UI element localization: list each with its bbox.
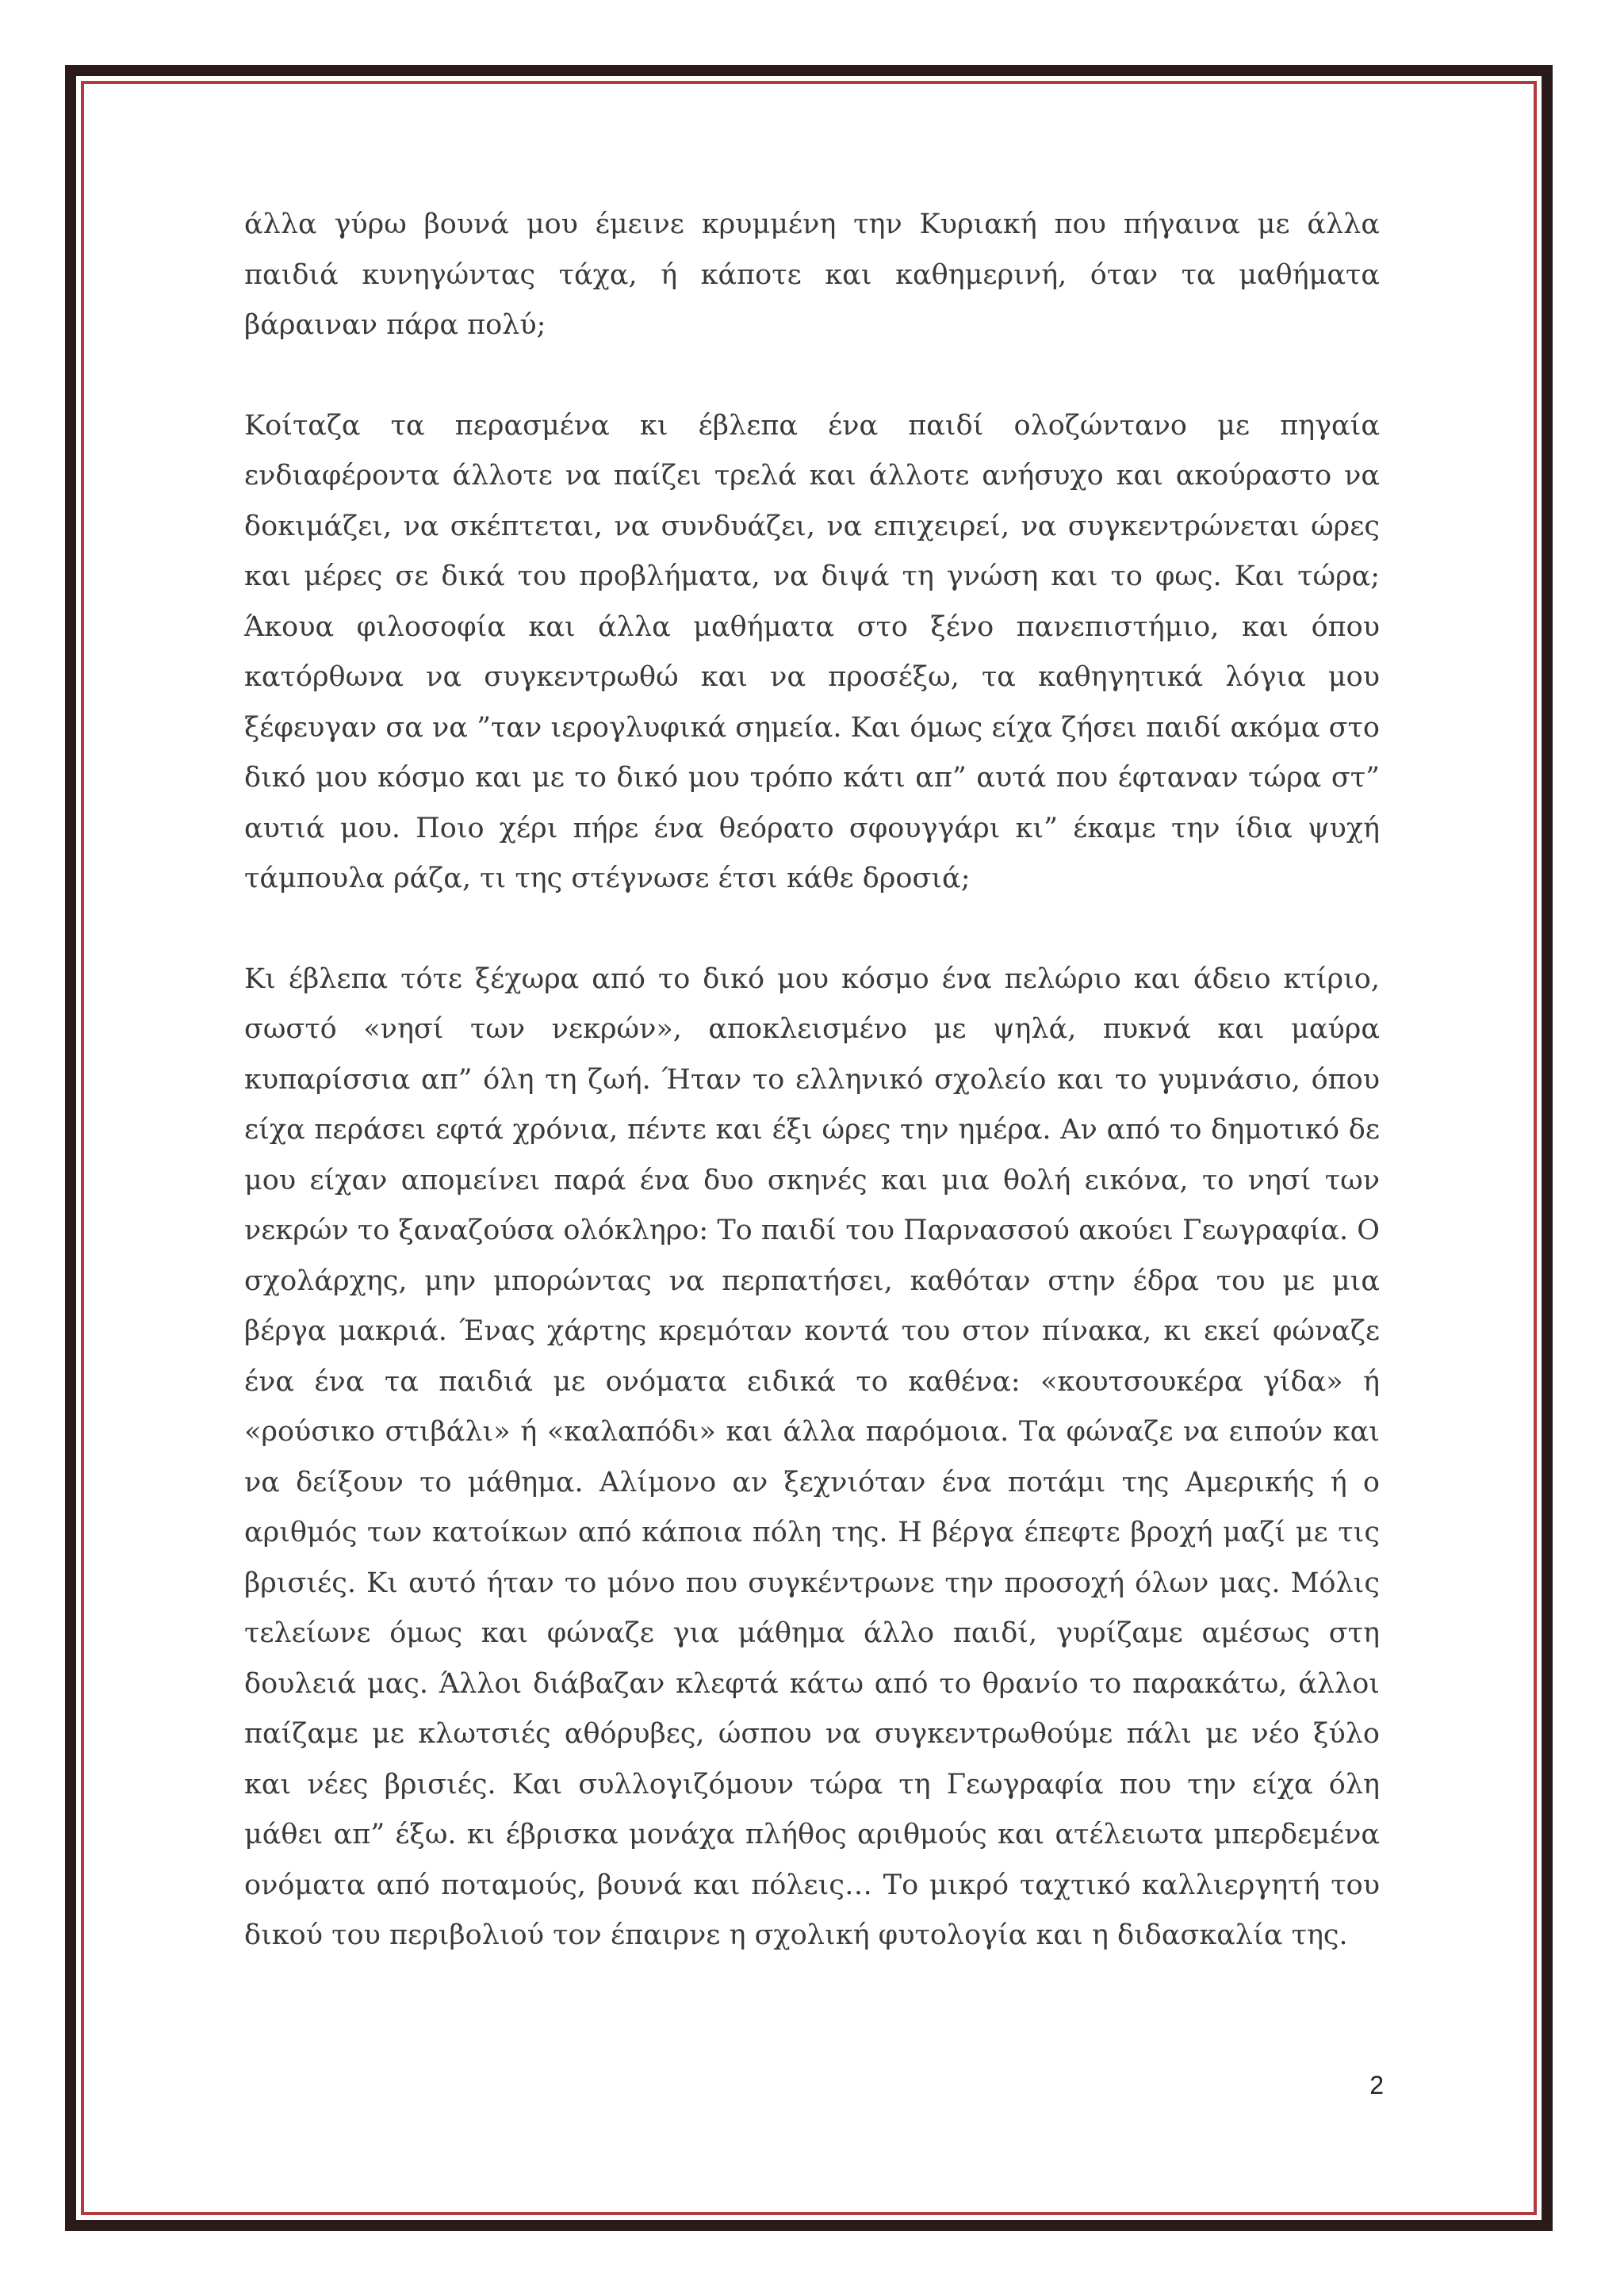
paragraph-2: Κοίταζα τα περασμένα κι έβλεπα ένα παιδί ολοζώντανο με πηγαία ενδιαφέροντα άλλοτε να παίζει τρελά και άλλοτε ανήσυχο και ακούραστο να δοκιμάζει, να σκέπτεται, να συνδυάζει, να επιχειρεί, να συγκεντρώνεται ώρες και μέρες σε δικά του προβλήματα, να διψά τη γνώση και το φως. Και τώρα; Άκουα φιλοσοφία και άλλα μαθήματα στο ξένο πανεπιστήμιο, και όπου κατόρθωνα να συγκεντρωθώ και να προσέξω, τα καθηγητικά λόγια μου ξέφευγαν σα να ”ταν ιερογλυφικά σημεία. Και όμως είχα ζήσει παιδί ακόμα στο δικό μου κόσμο και με το δικό μου τρόπο κάτι απ” αυτά που έφταναν τώρα στ” αυτιά μου. Ποιο χέρι πήρε ένα θεόρατο σφουγγάρι κι” έκαμε την ίδια ψυχή τάμπουλα ράζα, τι της στέγνωσε έτσι κάθε δροσιά; — [244, 409, 1380, 894]
paragraph-3: Κι έβλεπα τότε ξέχωρα από το δικό μου κόσμο ένα πελώριο και άδειο κτίριο, σωστό «νησί των νεκρών», αποκλεισμένο με ψηλά, πυκνά και μαύρα κυπαρίσσια απ” όλη τη ζωή. Ήταν το ελληνικό σχολείο και το γυμνάσιο, όπου είχα περάσει εφτά χρόνια, πέντε και έξι ώρες την ημέρα. Αν από το δημοτικό δε μου είχαν απομείνει παρά ένα δυο σκηνές και μια θολή εικόνα, το νησί των νεκρών το ξαναζούσα ολόκληρο: Το παιδί του Παρνασσού ακούει Γεωγραφία. Ο σχολάρχης, μην μπορώντας να περπατήσει, καθόταν στην έδρα του με μια βέργα μακριά. Ένας χάρτης κρεμόταν κοντά του στον πίνακα, κι εκεί φώναζε ένα ένα τα παιδιά με ονόματα ειδικά το καθένα: «κουτσουκέρα γίδα» ή «ρούσικο στιβάλι» ή «καλαπόδι» και άλλα παρόμοια. Τα φώναζε να ειπούν και να δείξουν το μάθημα. Αλίμονο αν ξεχνιόταν ένα ποτάμι της Αμερικής ή ο αριθμός των κατοίκων από κάποια πόλη της. Η βέργα έπεφτε βροχή μαζί με τις βρισιές. Κι αυτό ήταν το μόνο που συγκέντρωνε την προσοχή όλων μας. Μόλις τελείωνε όμως και φώναζε για μάθημα άλλο παιδί, γυρίζαμε αμέσως στη δουλειά μας. Άλλοι διάβαζαν κλεφτά κάτω από το θρανίο το παρακάτω, άλλοι παίζαμε με κλωτσιές αθόρυβες, ώσπου να συγκεντρωθούμε πάλι με νέο ξύλο και νέες βρισιές. Και συλλογιζόμουν τώρα τη Γεωγραφία που την είχα όλη μάθει απ” έξω. κι έβρισκα μονάχα πλήθος αριθμούς και ατέλειωτα μπερδεμένα ονόματα από ποταμούς, βουνά και πόλεις… Το μικρό ταχτικό καλλιεργητή του δικού του περιβολιού τον έπαιρνε η σχολική φυτολογία και η διδασκαλία της. — [244, 962, 1380, 1951]
body-text — [244, 200, 1380, 1961]
paragraph-1: άλλα γύρω βουνά μου έμεινε κρυμμένη την Κυριακή που πήγαινα με άλλα παιδιά κυνηγώντας τάχα, ή κάποτε και καθημερινή, όταν τα μαθήματα βάραιναν πάρα πολύ; — [244, 209, 1380, 341]
page-number: 2 — [1369, 2071, 1384, 2099]
